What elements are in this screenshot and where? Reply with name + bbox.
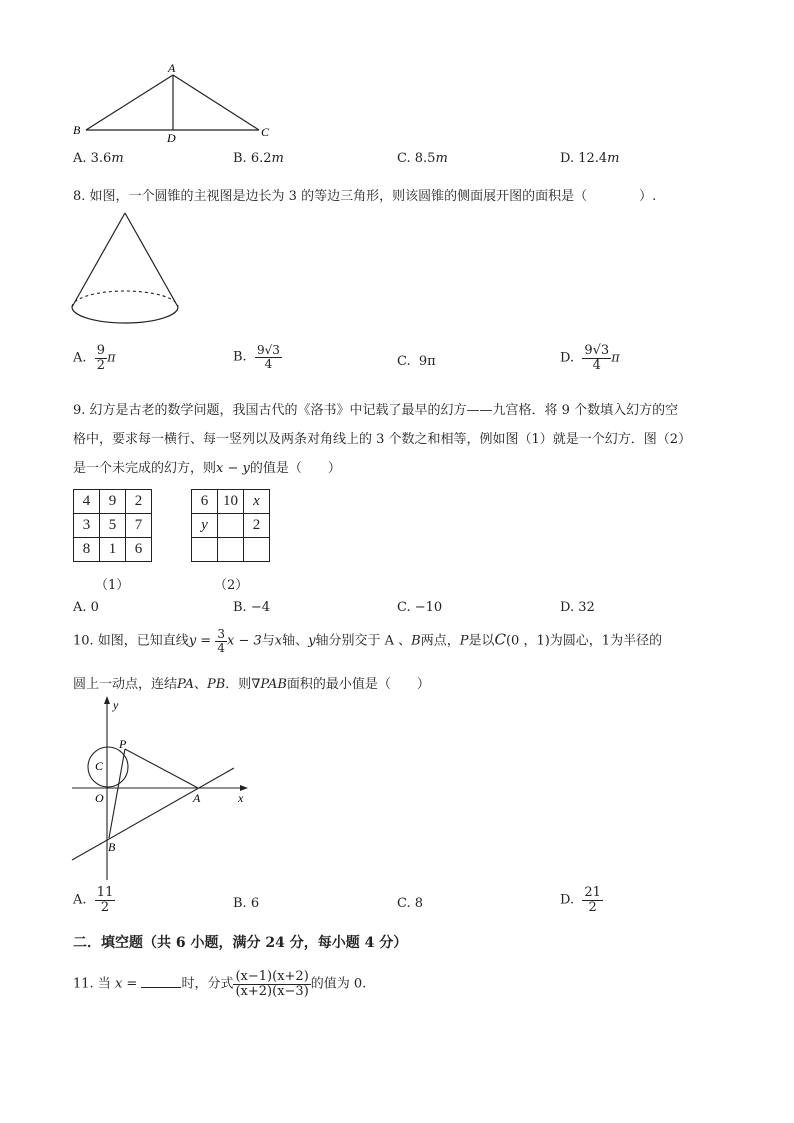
- q9-line-2: 格中，要求每一横行、每一竖列以及两条对角线上的 3 个数之和相等，例如图（1）就是一个幻方．图（2）: [73, 432, 692, 447]
- q9-option-c: C. −10: [397, 600, 443, 615]
- q9-line-1: 9. 幻方是古老的数学问题，我国古代的《洛书》中记载了最早的幻方——九宫格．将 9 个数填入幻方的空: [73, 403, 679, 418]
- grid1-cell: 4: [74, 490, 100, 514]
- fig-c-label: C: [95, 759, 104, 773]
- q10-option-d: D. $\frac{21}{2}$: [560, 885, 601, 915]
- fig-y-label: y: [113, 698, 119, 712]
- q10-option-a: A. $\frac{11}{2}$: [73, 885, 114, 915]
- section-heading: 二．填空题（共 6 小题，满分 24 分，每小题 4 分）: [73, 935, 408, 951]
- grid1-cell: 8: [74, 538, 100, 562]
- grid1-cell: 3: [74, 514, 100, 538]
- q9-option-d: D. 32: [560, 600, 595, 615]
- grid2-cell: x: [244, 490, 270, 514]
- q8-stem: 8. 如图，一个圆锥的主视图是边长为 3 的等边三角形，则该圆锥的侧面展开图的面积是（ ）.: [73, 189, 657, 204]
- q7-label-c: C: [261, 125, 270, 139]
- q8-option-d: D. $\frac{9√3}{4}$ π: [560, 343, 620, 373]
- grid1-cell: 1: [100, 538, 126, 562]
- grid1-cell: 7: [126, 514, 152, 538]
- q7-label-d: D: [167, 131, 176, 145]
- q7-label-b: B: [73, 123, 81, 137]
- fig-o-label: O: [95, 791, 104, 805]
- q10-option-b: B. 6: [233, 896, 260, 911]
- grid2-caption: （2）: [214, 578, 249, 593]
- q8-option-c: C. 9π: [397, 354, 436, 369]
- q9-line-3: 是一个未完成的幻方，则x − y的值是（ ）: [73, 461, 341, 476]
- grid1-cell: 2: [126, 490, 152, 514]
- q10-option-c: C. 8: [397, 896, 424, 911]
- grid2-cell: 6: [192, 490, 218, 514]
- grid2-cell: y: [192, 514, 218, 538]
- fig-x-label: x: [238, 791, 244, 805]
- q7-option-b: B. 6.2m: [233, 151, 284, 166]
- q9-option-b: B. −4: [233, 600, 270, 615]
- q8-option-a: A. $\frac{9}{2}$ π: [73, 343, 116, 373]
- grid1-cell: 9: [100, 490, 126, 514]
- fig-a-label: A: [193, 791, 201, 805]
- fig-b-label: B: [108, 840, 116, 854]
- grid1-caption: （1）: [95, 578, 130, 593]
- grid1-cell: 5: [100, 514, 126, 538]
- q11-text: 11. 当 x = 时，分式 $\frac{(x-1)(x+2)}{(x+2)(x-3)}$ 的值为 0.: [73, 969, 367, 999]
- q8-option-b: B. $\frac{9√3}{4}$: [233, 343, 280, 371]
- q10-line-1: 10. 如图，已知直线y = $\frac{3}{4}$ x − 3与x轴、y轴分别交于 A 、B两点，P是以C(0 ，1)为圆心，1为半径的: [73, 627, 663, 655]
- fig-p-label: P: [119, 737, 127, 751]
- answer-blank[interactable]: [141, 975, 181, 988]
- q7-option-c: C. 8.5m: [397, 151, 448, 166]
- q7-option-d: D. 12.4m: [560, 151, 620, 166]
- q7-label-a: A: [168, 61, 176, 75]
- grid2-cell: 10: [218, 490, 244, 514]
- q7-option-a: A. 3.6m: [73, 151, 124, 166]
- grid1-cell: 6: [126, 538, 152, 562]
- q10-line-2: 圆上一动点，连结PA、PB．则∇PAB面积的最小值是（ ）: [73, 677, 430, 692]
- q9-option-a: A. 0: [73, 600, 99, 615]
- grid2-cell: 2: [244, 514, 270, 538]
